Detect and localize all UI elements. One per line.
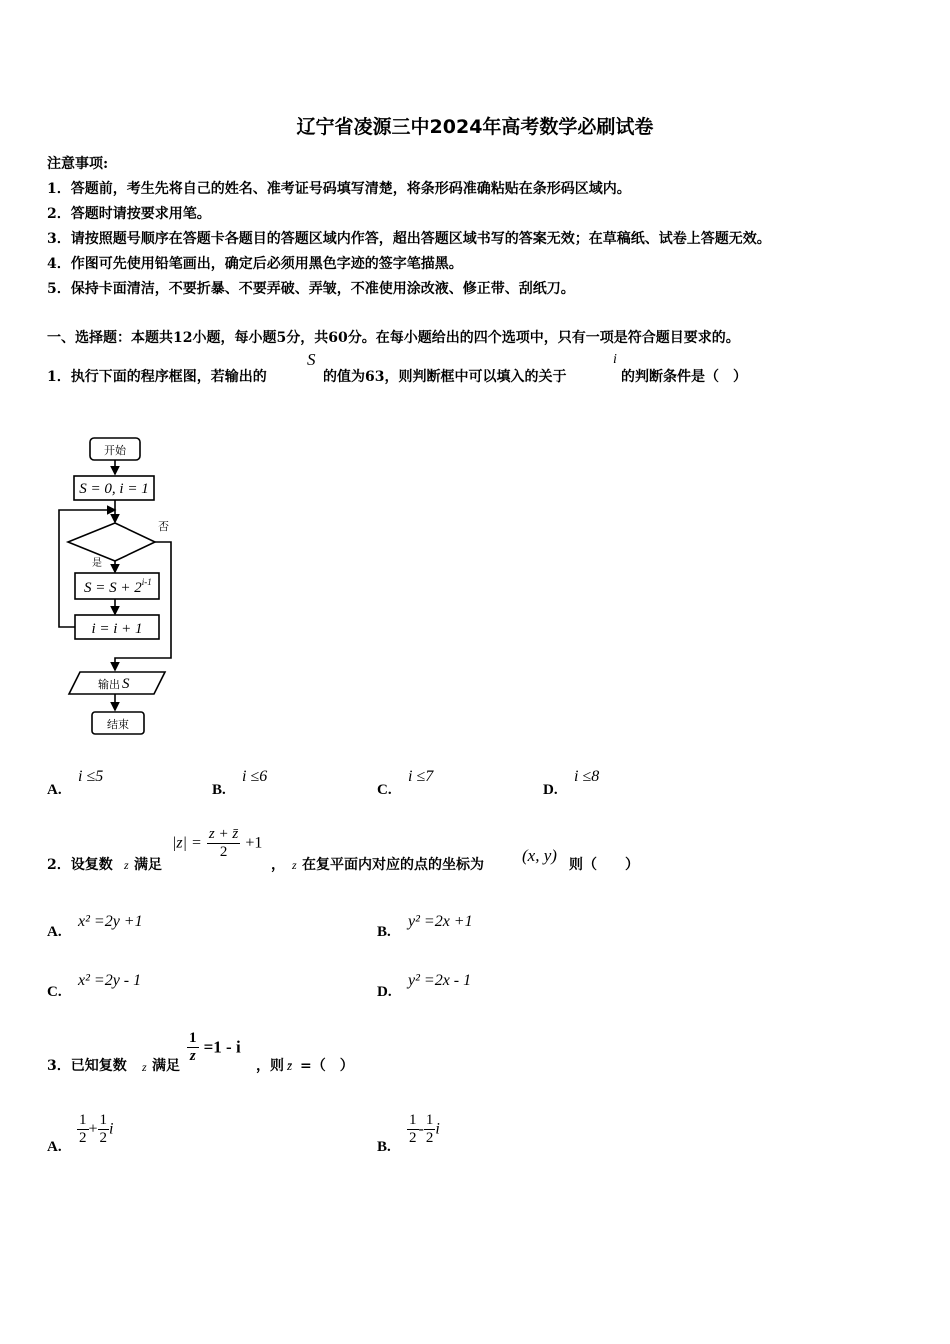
q2-plus-one: +1 [245,834,263,852]
q1-text-part1: 1．执行下面的程序框图，若输出的 [47,369,267,385]
q2-text-part4: 则（ ） [569,857,639,873]
q2-text-part1: 2．设复数 [47,857,113,873]
q2-var-z2: z [292,858,297,872]
q3-b-i: i [435,1120,440,1138]
q1-option-a-label: A. [47,782,62,798]
notice-item: 4．作图可先使用铅笔画出，确定后必须用黑色字迹的签字笔描黑。 [47,256,463,272]
q2-option-d-text: y² =2x - 1 [408,972,472,989]
program-flowchart [50,430,190,740]
page-title: 辽宁省凌源三中2024年高考数学必刷试卷 [296,116,654,138]
q3-fraction [187,1030,199,1065]
notice-item: 5．保持卡面清洁，不要折暴、不要弄破、弄皱，不准使用涂改液、修正带、刮纸刀。 [47,281,575,297]
decision-diamond [68,523,155,561]
notice-item: 3．请按照题号顺序在答题卡各题目的答题区域内作答，超出答题区域书写的答案无效；在草稿纸、试卷上答题无效。 [47,231,771,247]
q2-text-part2: 满足 [134,857,162,873]
q2-option-b-text: y² =2x +1 [408,913,473,930]
flow-end-label: 结束 [107,718,129,731]
q2-coord: (x, y) [522,846,557,865]
q3-option-a-label: A. [47,1139,62,1155]
q3-b-n2: 1 [425,1112,434,1128]
notice-item: 1．答题前，考生先将自己的姓名、准考证号码填写清楚，将条形码准确粘贴在条形码区域内。 [47,181,631,197]
q1-text-part3: 的判断条件是（ ） [621,369,747,385]
section-heading: 一、选择题：本题共12小题，每小题5分，共60分。在每小题给出的四个选项中，只有一项是符合题目要求的。 [47,330,740,346]
q3-eq: =（ ） [300,1058,354,1074]
q2-option-d-label: D. [377,984,392,1000]
q1-var-s: S [307,350,316,369]
flow-no-label: 否 [158,520,169,533]
flow-start-label: 开始 [104,444,126,457]
q3-zbar: z̄ [287,1058,293,1073]
q2-option-a-text: x² =2y +1 [78,913,143,930]
flow-output-var: S [122,676,130,692]
q2-option-c-label: C. [47,984,62,1000]
q1-option-c-text: i ≤7 [408,768,434,785]
q3-equation [187,1030,241,1065]
q3-a-op: + [88,1120,98,1138]
flow-yes-label: 是 [92,558,102,569]
q3-text-part2: 满足 [152,1058,180,1074]
q1-option-b-label: B. [212,782,226,798]
q3-text-part3: ，则 [256,1058,284,1074]
flow-body-base: S = S + 2 [84,580,142,596]
q1-option-d-label: D. [543,782,558,798]
q1-var-i: i [613,352,617,367]
q3-b-n1: 1 [409,1112,417,1128]
q1-option-c-label: C. [377,782,392,798]
q2-option-c-text: x² =2y - 1 [78,972,142,989]
flow-output-text: 输出 [98,678,120,691]
q2-text-part3: 在复平面内对应的点的坐标为 [302,857,484,873]
notice-item: 2．答题时请按要求用笔。 [47,206,211,222]
flow-body-label [84,577,152,596]
q3-var-z: z [142,1060,147,1074]
q2-frac-den: 2 [219,844,228,860]
q1-text-part2: 的值为63，则判断框中可以填入的关于 [323,369,567,385]
notice-heading: 注意事项: [47,156,109,172]
q2-option-a-label: A. [47,924,62,940]
flow-body-exp: i-1 [141,577,152,587]
q2-frac-num: z + z̄ [208,826,239,842]
q3-rhs: =1 - i [203,1037,241,1057]
q3-frac-den: z [189,1048,196,1064]
q2-fraction [207,826,240,861]
q3-frac-num: 1 [189,1030,197,1046]
q3-a-d2: 2 [99,1130,108,1146]
q3-text-part1: 3．已知复数 [47,1058,127,1074]
q1-option-b-text: i ≤6 [242,768,268,785]
q3-b-d2: 2 [425,1130,434,1146]
q3-a-i: i [109,1120,114,1138]
q3-option-a-expr [77,1112,113,1147]
q3-a-n2: 1 [99,1112,108,1128]
flow-incr-label: i = i + 1 [91,621,143,637]
q2-abs-z: |z| = [172,834,202,852]
q3-b-op: - [418,1120,424,1138]
q2-equation [172,826,262,861]
q2-option-b-label: B. [377,924,391,940]
flow-output-label [98,676,130,692]
q1-option-d-text: i ≤8 [574,768,600,785]
q2-comma: ， [271,857,285,873]
q3-a-d1: 2 [79,1130,87,1146]
q2-var-z: z [124,858,129,872]
q3-option-b-label: B. [377,1139,391,1155]
q3-option-b-expr [407,1112,440,1147]
q3-b-d1: 2 [409,1130,417,1146]
q1-option-a-text: i ≤5 [78,768,104,785]
flow-init-label: S = 0, i = 1 [79,481,149,497]
q3-a-n1: 1 [79,1112,87,1128]
